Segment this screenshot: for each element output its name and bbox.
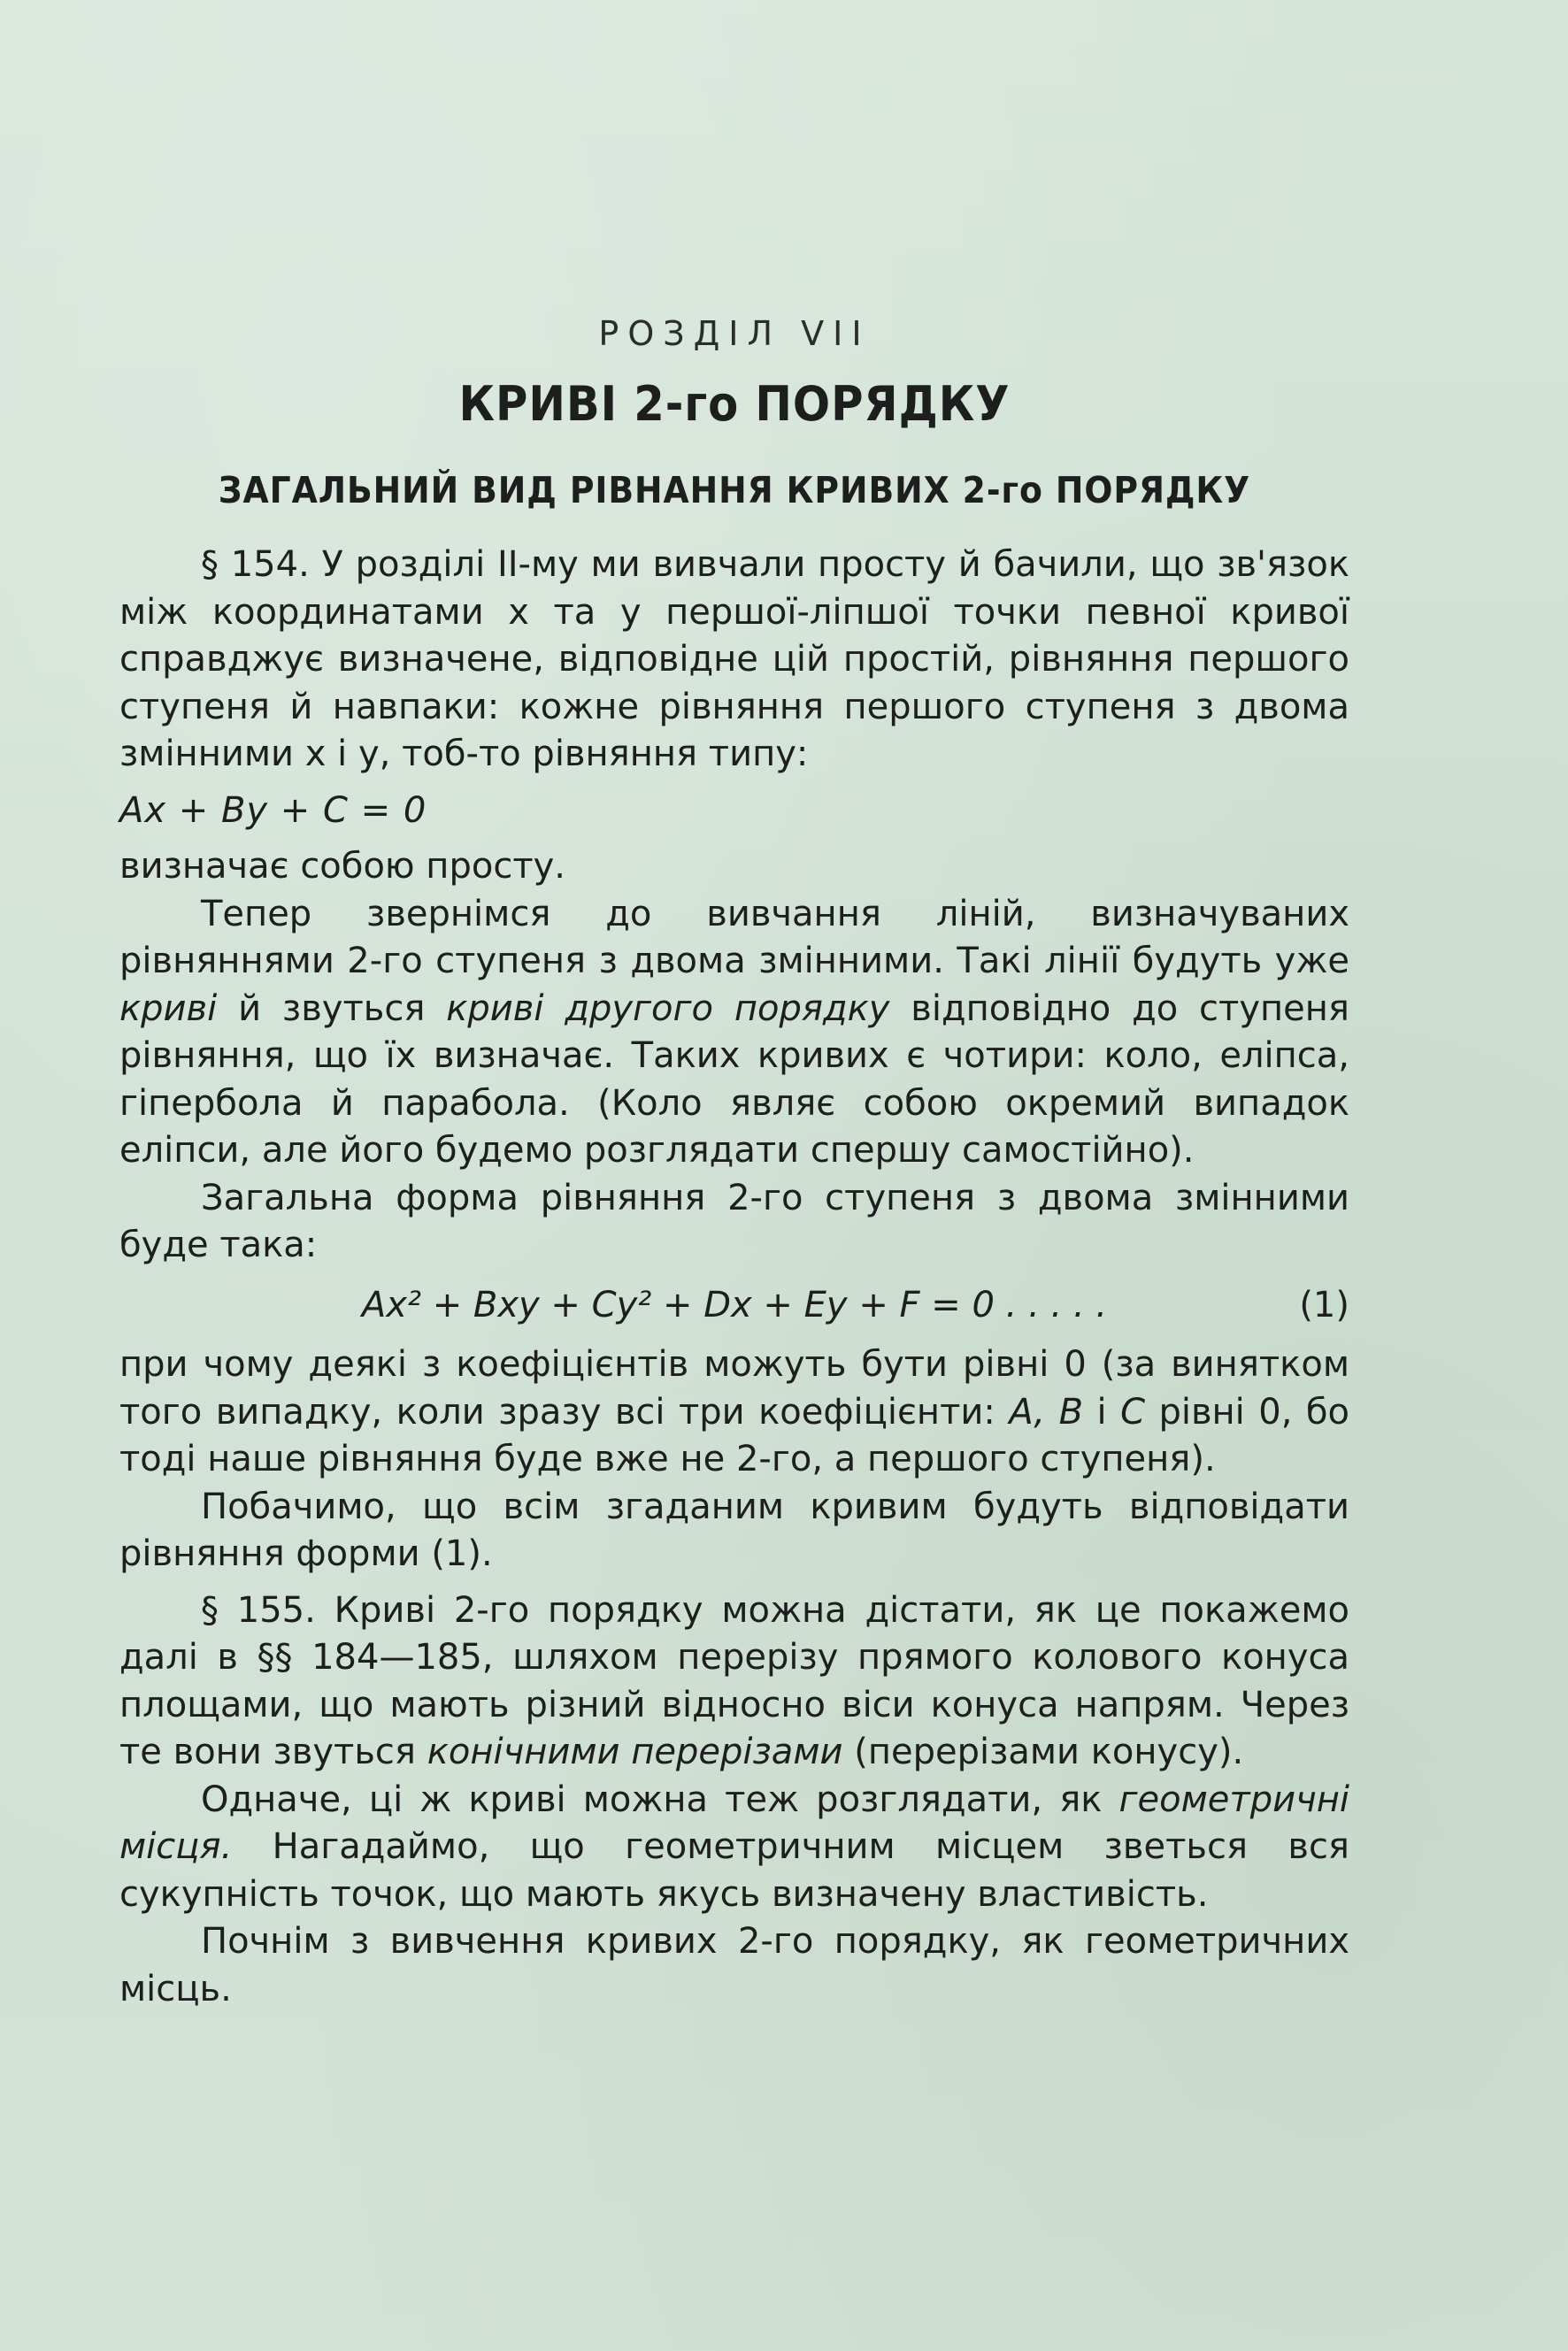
text-run: й звуться (217, 987, 447, 1029)
text-run: Тепер звернімся до вивчання ліній, визначуваних рівняннями 2-го ступеня з двома змінними. Такі лінії будуть уже (119, 893, 1349, 981)
paragraph-154: § 154. У розділі ІІ-му ми вивчали просту й бачили, що зв'язок між координатами x та y першої-ліпшої точки певної кривої справджує визначене, відповідне цій простій, рівняння першого ступеня й навпаки: кожне рівняння першого ступеня з двома змінними x і y, тоб-то рівняння типу: (119, 544, 1349, 774)
body-text (119, 542, 1349, 2013)
paragraph-curves (119, 891, 1349, 1175)
section-subtitle: ЗАГАЛЬНИЙ ВИД РІВНАННЯ КРИВИХ 2-го ПОРЯДКУ (218, 469, 1251, 511)
text-run: (перерізами конусу). (842, 1732, 1244, 1772)
chapter-title: КРИВІ 2-го ПОРЯДКУ (458, 376, 1011, 432)
italic-term: криві другого порядку (446, 987, 890, 1029)
italic-term: криві (119, 987, 218, 1029)
paragraph-loci (119, 1777, 1349, 1919)
text-run: рівні 0, бо тоді наше рівняння буде вже не 2-го, а першого ступеня). (119, 1391, 1350, 1479)
text-run: Нагадаймо, що геометричним місцем зветься вся сукупність точок, що мають якусь визначену властивість. (119, 1826, 1349, 1915)
text-run: § 155. Криві 2-го порядку можна дістати, як це покажемо далі в §§ 184—185, шляхом перерізу прямого колового конуса площами, що мають різний відносно віси конуса напрям. Через те вони звуться (119, 1589, 1349, 1772)
equation-general: Ax² + Bxy + Cy² + Dx + Ey + F = 0 . . . . . (361, 1284, 1108, 1325)
italic-term: геометричні місця. (119, 1779, 1349, 1867)
italic-term: A, B (1009, 1391, 1084, 1433)
section-label: РОЗДІЛ VII (598, 314, 871, 353)
paragraph-154-end: визначає собою просту. (119, 846, 566, 887)
equation-general-row (119, 1282, 1349, 1330)
text-run: Одначе, ці ж криві можна теж розглядати, як (201, 1779, 1119, 1820)
paragraph-last: Почнім з вивчення кривих 2-го порядку, як геометричних місць. (119, 1921, 1349, 2009)
text-run: і (1083, 1391, 1121, 1433)
equation-number: (1) (1299, 1284, 1349, 1325)
text-run: відповідно до ступеня рівняння, що їх визначає. Таких кривих є чотири: коло, еліпса, гіпербола й парабола. (Коло являє собою окремий випадок еліпси, але його будемо розглядати спершу самостійно). (119, 987, 1349, 1171)
paragraph-general-form: Загальна форма рівняння 2-го ступеня з двома змінними буде така: (119, 1177, 1349, 1265)
italic-term: конічними перерізами (427, 1732, 843, 1772)
italic-term: C (1120, 1391, 1145, 1433)
paragraph-coefficients (119, 1341, 1349, 1484)
paragraph-155 (119, 1587, 1349, 1777)
text-run: при чому деякі з коефіцієнтів можуть бути рівні 0 (за винятком того випадку, коли зразу всі три коефіцієнти: (119, 1344, 1349, 1433)
equation-linear: Ax + By + C = 0 (119, 789, 427, 831)
book-page (119, 0, 1349, 2351)
paragraph-see: Побачимо, що всім згаданим кривим будуть відповідати рівняння форми (1). (119, 1486, 1349, 1574)
